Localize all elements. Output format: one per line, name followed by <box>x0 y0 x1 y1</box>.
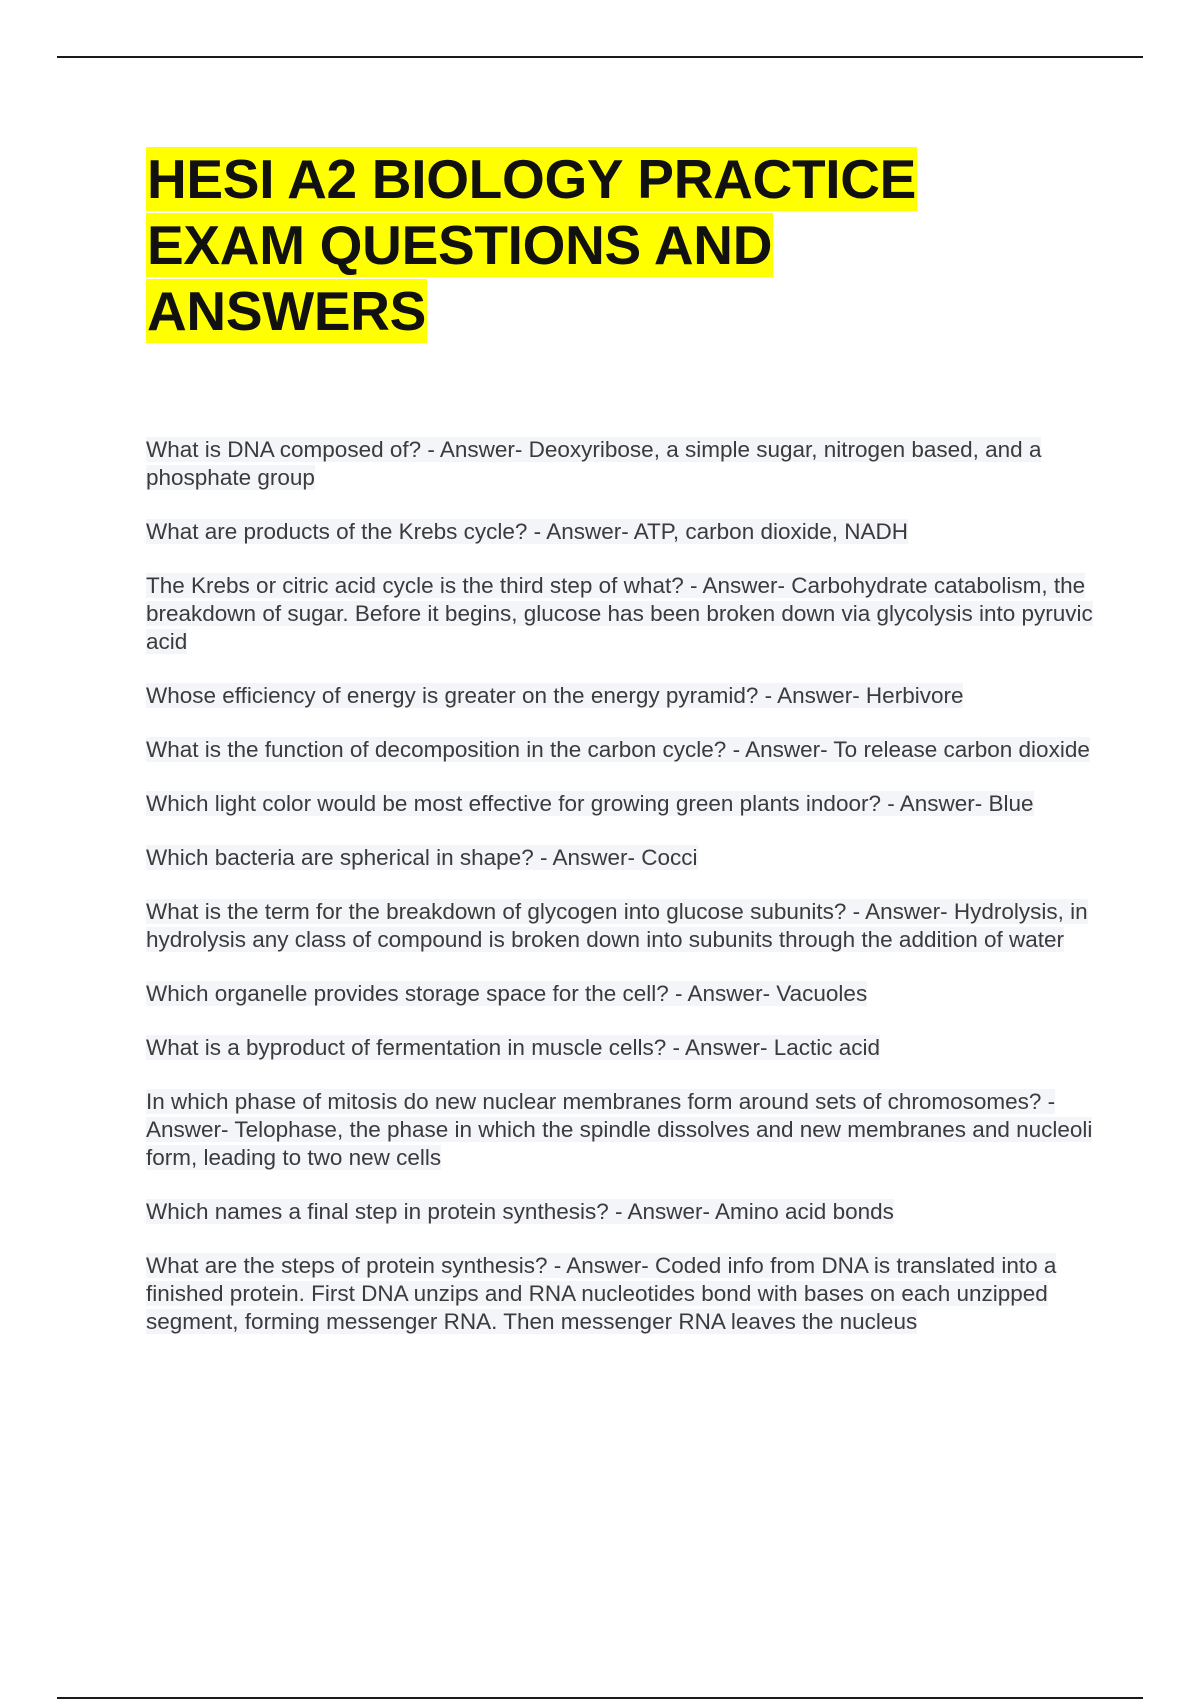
qa-item <box>146 844 1096 872</box>
document-title <box>146 147 1096 345</box>
qa-item <box>146 518 1096 546</box>
qa-text: What is the term for the breakdown of glycogen into glucose subunits? - Answer- Hydrolysis, in hydrolysis any class of compound is broken down into subunits through the addition of water <box>146 899 1088 952</box>
qa-item <box>146 1034 1096 1062</box>
qa-text: What are products of the Krebs cycle? - Answer- ATP, carbon dioxide, NADH <box>146 519 909 544</box>
qa-text: Which names a final step in protein synthesis? - Answer- Amino acid bonds <box>146 1199 894 1224</box>
document-body <box>146 147 1096 1362</box>
qa-text: Which bacteria are spherical in shape? - Answer- Cocci <box>146 845 698 870</box>
qa-item <box>146 980 1096 1008</box>
qa-item <box>146 436 1096 492</box>
title-line-3: ANSWERS <box>147 280 427 342</box>
qa-text: What is DNA composed of? - Answer- Deoxyribose, a simple sugar, nitrogen based, and a phosphate group <box>146 437 1042 490</box>
qa-item <box>146 898 1096 954</box>
qa-item <box>146 1088 1096 1172</box>
title-line-2: EXAM QUESTIONS AND <box>147 214 773 276</box>
title-line-1: HESI A2 BIOLOGY PRACTICE <box>147 148 917 210</box>
qa-text: What is a byproduct of fermentation in muscle cells? - Answer- Lactic acid <box>146 1035 881 1060</box>
qa-item <box>146 1252 1096 1336</box>
qa-text: What is the function of decomposition in the carbon cycle? - Answer- To release carbon dioxide <box>146 737 1090 762</box>
qa-item <box>146 736 1096 764</box>
qa-text: Whose efficiency of energy is greater on the energy pyramid? - Answer- Herbivore <box>146 683 964 708</box>
qa-item <box>146 682 1096 710</box>
qa-text: What are the steps of protein synthesis? - Answer- Coded info from DNA is translated into a finished protein. First DNA unzips and RNA nucleotides bond with bases on each unzipped segment, forming messenger RNA. Then messenger RNA leaves the nucleus <box>146 1253 1057 1334</box>
qa-list <box>146 436 1096 1336</box>
qa-item <box>146 790 1096 818</box>
qa-text: The Krebs or citric acid cycle is the third step of what? - Answer- Carbohydrate catabolism, the breakdown of sugar. Before it begins, glucose has been broken down via glycolysis into pyruvic acid <box>146 573 1093 654</box>
qa-text: Which organelle provides storage space for the cell? - Answer- Vacuoles <box>146 981 868 1006</box>
qa-item <box>146 1198 1096 1226</box>
top-rule <box>57 56 1143 58</box>
bottom-rule <box>57 1697 1143 1699</box>
qa-text: In which phase of mitosis do new nuclear membranes form around sets of chromosomes? - Answer- Telophase, the phase in which the spindle dissolves and new membranes and nucleoli form, leading to two new cells <box>146 1089 1093 1170</box>
qa-text: Which light color would be most effective for growing green plants indoor? - Answer- Blue <box>146 791 1034 816</box>
qa-item <box>146 572 1096 656</box>
